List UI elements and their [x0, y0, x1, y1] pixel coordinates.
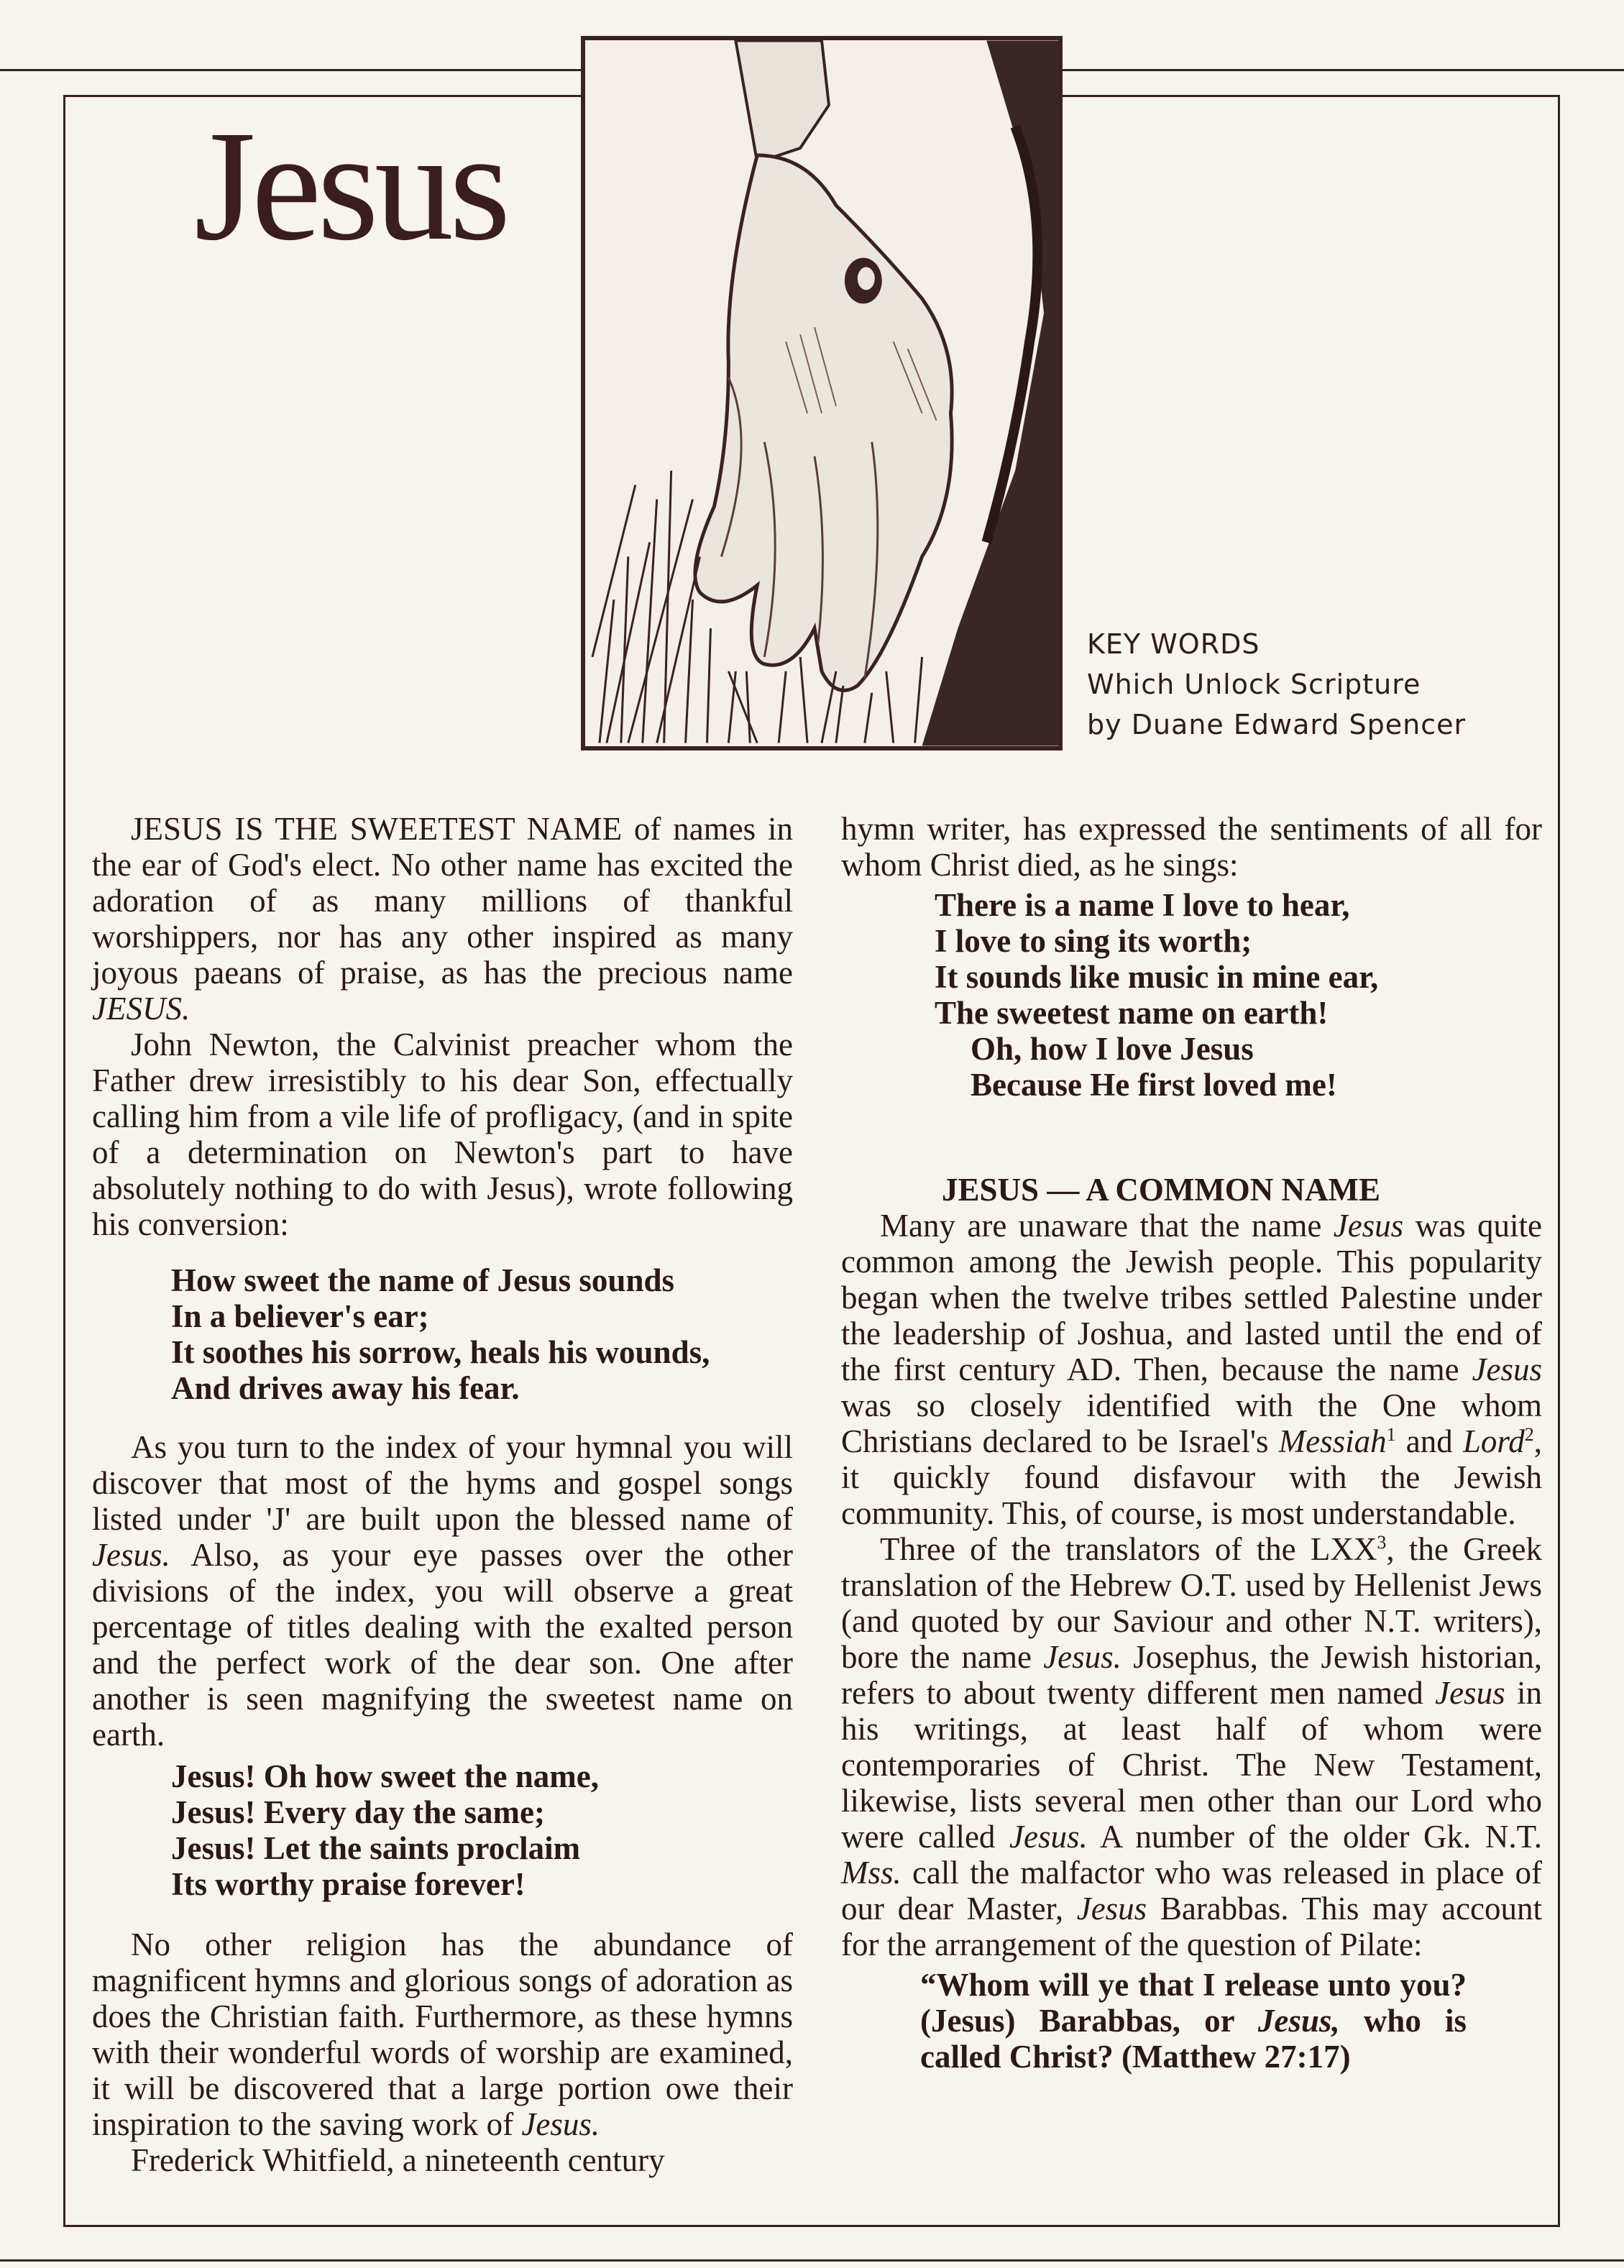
paragraph: Frederick Whitfield, a nineteenth century [131, 2142, 665, 2178]
left-column [92, 811, 793, 2178]
paragraph: Many are unaware that the name Jesus was quite common among the Jewish people. This popularity began when the twelve tribes settled Palestine under the leadership of Joshua, and lasted until the end of the first century AD. Then, because the name Jesus was so closely identified with the One whom Christians declared to be Israel's Messiah$^1$ and Lord$^2$, it quickly found disfavour with the Jewish community. This, of course, is most understandable. [841, 1208, 1542, 1531]
byline-line-1: KEY WORDS [1087, 628, 1260, 660]
paragraph: Three of the translators of the LXX$^3$, the Greek translation of the Hebrew O.T. used by Hellenist Jews (and quoted by our Saviour and other N.T. writers), bore the name Jesus. Josephus, the Jewish historian, refers to about twenty different men named Jesus in his writings, at least half of whom were contemporaries of Christ. The New Testament, likewise, lists several men other than our Lord who were called Jesus. A number of the older Gk. N.T. Mss. call the malfactor who was released in place of our dear Master, Jesus Barabbas. This may account for the arrangement of the question of Pilate: [841, 1531, 1543, 1962]
section-heading: JESUS — A COMMON NAME [942, 1172, 1381, 1208]
bottom-rule [0, 2259, 1624, 2262]
hymn-verse: There is a name I love to hear, I love to sing its worth; It sounds like music in mine ear, The sweetest name on earth! Oh, how I love Jesus Because He first loved me! [935, 887, 1379, 1103]
hymn-verse: Jesus! Oh how sweet the name, Jesus! Every day the same; Jesus! Let the saints proclaim Its worthy praise forever! [171, 1758, 599, 1902]
paragraph: JESUS IS THE SWEETEST NAME of names in the ear of God's elect. No other name has excited the adoration of as many millions of thankful worshippers, nor has any other inspired as many joyous paeans of praise, as has the precious name JESUS. [92, 811, 793, 1027]
paragraph: No other religion has the abundance of magnificent hymns and glorious songs of adoration as does the Christian faith. Furthermore, as these hymns with their wonderful words of worship are examined, it will be discovered that a large portion owe their inspiration to the saving work of Jesus. [92, 1927, 793, 2142]
paragraph: As you turn to the index of your hymnal you will discover that most of the hyms and gospel songs listed under 'J' are built upon the blessed name of Jesus. Also, as your eye passes over the other divisions of the index, you will observe a great percentage of titles dealing with the exalted person and the perfect work of the dear son. One after another is seen magnifying the sweetest name on earth. [92, 1429, 793, 1753]
page-title: Jesus [194, 98, 507, 273]
right-column [841, 811, 1542, 2075]
paragraph: hymn writer, has expressed the sentiments of all for whom Christ died, as he sings: [841, 811, 1542, 883]
hand-illustration [581, 36, 1063, 750]
byline-line-3: by Duane Edward Spencer [1087, 709, 1467, 740]
hymn-verse: How sweet the name of Jesus sounds In a believer's ear; It soothes his sorrow, heals his wounds, And drives away his fear. [171, 1262, 710, 1406]
byline-line-2: Which Unlock Scripture [1087, 669, 1421, 700]
byline [1087, 624, 1466, 745]
scripture-quote: “Whom will ye that I release unto you? (Jesus) Barabbas, or Jesus, who is called Christ? (Matthew 27:17) [920, 1967, 1467, 2075]
paragraph: John Newton, the Calvinist preacher whom the Father drew irresistibly to his dear Son, effectually calling him from a vile life of profligacy, (and in spite of a determination on Newton's part to have absolutely nothing to do with Jesus), wrote following his conversion: [92, 1027, 793, 1242]
